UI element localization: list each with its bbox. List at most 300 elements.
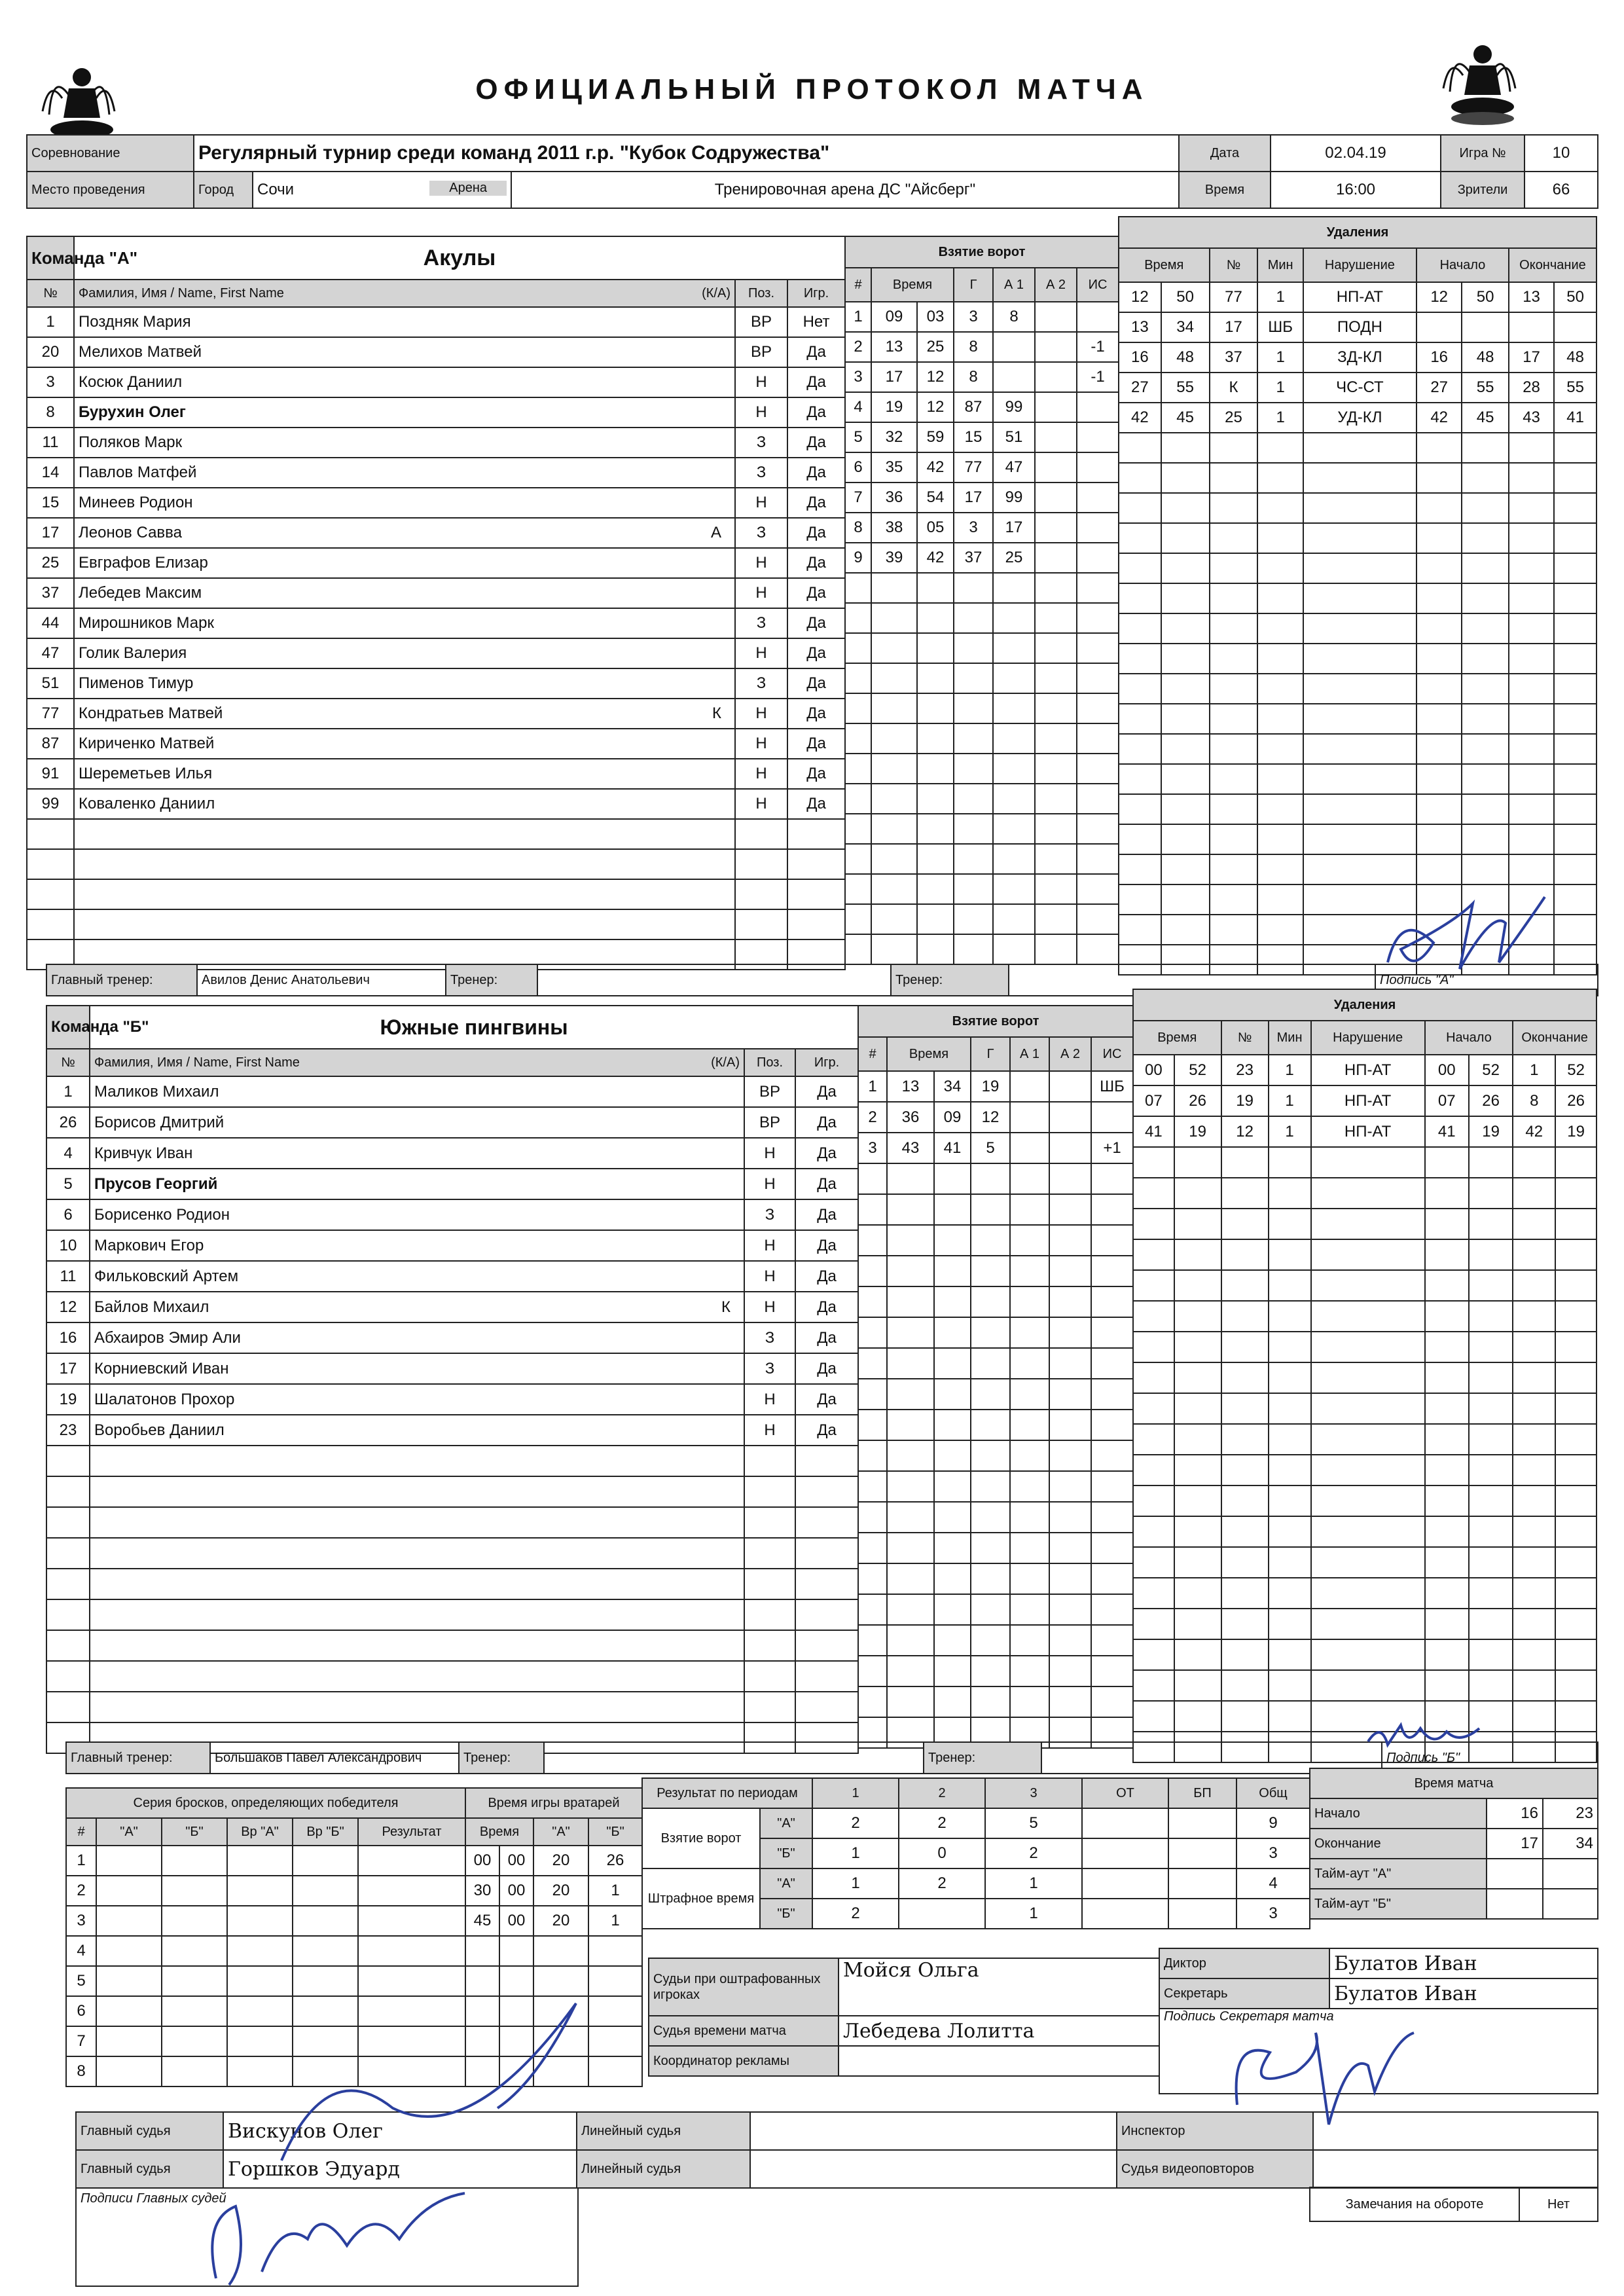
player-position: ВР <box>744 1076 795 1107</box>
penalty-player: 25 <box>1210 403 1258 433</box>
goal-assist-2 <box>1035 483 1077 513</box>
shootout-cell <box>162 1966 227 1996</box>
player-number: 17 <box>27 518 74 548</box>
goal-assist-1 <box>1010 1194 1049 1225</box>
penalty-second <box>1174 1670 1221 1701</box>
goal-situation <box>1077 422 1119 452</box>
goal-minute <box>887 1225 934 1256</box>
player-played: Да <box>787 397 845 428</box>
player-number <box>27 879 74 909</box>
player-played <box>795 1569 858 1599</box>
player-name-cell <box>74 458 735 488</box>
player-played: Да <box>795 1230 858 1261</box>
penalty-player <box>1221 1362 1269 1393</box>
penalty-minute: 13 <box>1119 312 1161 342</box>
penalty-end-minute: 42 <box>1513 1116 1555 1147</box>
player-position: ВР <box>735 307 787 337</box>
shootout-cell <box>162 1996 227 2026</box>
goals-a-p1: 2 <box>812 1808 899 1838</box>
goal-second <box>934 1379 971 1410</box>
goal-assist-1: 99 <box>993 483 1035 513</box>
penalty-second <box>1174 1178 1221 1209</box>
goal-number: 9 <box>845 543 871 573</box>
penalty-second <box>1174 1424 1221 1455</box>
penalty-start-second <box>1469 1424 1513 1455</box>
penalty-start-minute <box>1425 1332 1469 1362</box>
penalty-end-minute: 17 <box>1509 342 1554 373</box>
penalty-end-second <box>1555 1547 1597 1578</box>
player-position: ВР <box>744 1107 795 1138</box>
date-label: Дата <box>1179 135 1271 172</box>
penalty-end-second <box>1555 1609 1597 1639</box>
goal-scorer: 87 <box>954 392 993 422</box>
goal-scorer <box>971 1625 1010 1656</box>
penalty-start-second <box>1469 1670 1513 1701</box>
goal-situation: -1 <box>1077 362 1119 392</box>
penalty-start-second <box>1469 1547 1513 1578</box>
goal-assist-1 <box>1010 1163 1049 1194</box>
team-a-coach-label: Тренер: <box>446 964 537 996</box>
goalie-change-second <box>499 1936 533 1966</box>
player-number: 1 <box>27 307 74 337</box>
goal-assist-2 <box>1049 1133 1091 1163</box>
penalty-start-minute: 00 <box>1425 1055 1469 1085</box>
penalty-minute <box>1133 1670 1174 1701</box>
penalty-player <box>1210 854 1258 884</box>
penalty-start-minute <box>1425 1639 1469 1670</box>
goal-assist-2 <box>1035 754 1077 784</box>
player-name-cell <box>74 548 735 578</box>
penalty-minutes <box>1269 1578 1311 1609</box>
goal-second <box>934 1225 971 1256</box>
pim-b-p3: 1 <box>985 1899 1082 1929</box>
match-start-min: 23 <box>1543 1798 1598 1829</box>
goalie-a-number: 20 <box>533 1846 588 1876</box>
penalty-violation <box>1303 463 1416 493</box>
goal-assist-1 <box>1010 1533 1049 1563</box>
penalty-end-second: 19 <box>1555 1116 1597 1147</box>
player-name-cell <box>74 849 735 879</box>
penalty-end-second <box>1554 794 1597 824</box>
player-name-cell <box>74 909 735 939</box>
goal-assist-1 <box>993 693 1035 723</box>
penalty-start-minute <box>1416 433 1462 463</box>
player-name-cell <box>90 1199 744 1230</box>
penalty-minutes <box>1269 1239 1311 1270</box>
penalty-minute <box>1133 1455 1174 1485</box>
penalty-minute <box>1119 854 1161 884</box>
penalty-end-second <box>1554 312 1597 342</box>
period-ot-header: ОТ <box>1082 1778 1168 1808</box>
penalty-minutes <box>1269 1178 1311 1209</box>
penalty-start-second: 52 <box>1469 1055 1513 1085</box>
penalty-violation <box>1311 1516 1425 1547</box>
penalty-player <box>1210 884 1258 915</box>
penalty-end-minute <box>1513 1393 1555 1424</box>
team-b-coach2-label: Тренер: <box>924 1742 1041 1774</box>
linesman-1-label: Линейный судья <box>577 2112 750 2150</box>
goal-second <box>917 663 954 693</box>
player-number <box>27 819 74 849</box>
goalie-a-number: 20 <box>533 1906 588 1936</box>
player-name: Воробьев Даниил <box>94 1421 225 1439</box>
goal-minute <box>887 1502 934 1533</box>
penalty-start-minute <box>1416 794 1462 824</box>
goal-situation <box>1091 1286 1133 1317</box>
goalie-change-minute <box>465 1936 499 1966</box>
player-position: З <box>735 428 787 458</box>
penalty-player <box>1210 613 1258 644</box>
goal-assist-2 <box>1049 1440 1091 1471</box>
goal-scorer <box>954 814 993 844</box>
penalty-second <box>1174 1701 1221 1732</box>
goal-second <box>934 1471 971 1502</box>
penalty-end-minute: 43 <box>1509 403 1554 433</box>
penalty-end-minute <box>1513 1147 1555 1178</box>
player-played: Да <box>795 1138 858 1169</box>
goal-assist-1: 8 <box>993 302 1035 332</box>
penalty-minute <box>1133 1393 1174 1424</box>
goal-situation <box>1091 1440 1133 1471</box>
penalty-end-second <box>1555 1424 1597 1455</box>
team-a-pen-title: Удаления <box>1119 217 1597 248</box>
penalty-start-minute: 12 <box>1416 282 1462 312</box>
player-played: Да <box>787 729 845 759</box>
player-played: Да <box>787 337 845 367</box>
player-played <box>795 1661 858 1692</box>
penalty-minutes <box>1257 764 1303 794</box>
pim-a-total: 4 <box>1236 1868 1310 1899</box>
goal-scorer <box>971 1410 1010 1440</box>
player-name: Фильковский Артем <box>94 1267 239 1285</box>
penalty-minute <box>1119 824 1161 854</box>
goal-time-header: Время <box>871 268 954 302</box>
player-name: Коваленко Даниил <box>79 795 215 812</box>
penalty-end-minute <box>1513 1455 1555 1485</box>
goal-assist-2 <box>1049 1379 1091 1410</box>
penalty-minute <box>1119 463 1161 493</box>
player-number <box>27 909 74 939</box>
penalty-minute: 07 <box>1133 1085 1174 1116</box>
player-name-cell <box>90 1322 744 1353</box>
goal-second: 25 <box>917 332 954 362</box>
penalty-player <box>1221 1516 1269 1547</box>
pen-b-end-header: Окончание <box>1513 1021 1597 1055</box>
penalty-end-second: 26 <box>1555 1085 1597 1116</box>
goal-assist-2 <box>1035 784 1077 814</box>
goal-number <box>858 1686 887 1717</box>
player-name: Прусов Георгий <box>94 1175 218 1193</box>
goal-number <box>858 1410 887 1440</box>
goalie-a-col: "А" <box>533 1818 588 1846</box>
player-name-cell <box>74 729 735 759</box>
date-value: 02.04.19 <box>1271 135 1441 172</box>
penalty-violation: НП-АТ <box>1303 282 1416 312</box>
goal-number <box>858 1656 887 1686</box>
goal-minute <box>871 663 917 693</box>
penalty-start-minute <box>1425 1362 1469 1393</box>
penalty-start-second <box>1469 1455 1513 1485</box>
team-b-pen-title: Удаления <box>1133 989 1597 1021</box>
goal-number <box>845 904 871 934</box>
player-name-cell <box>90 1599 744 1630</box>
penalty-violation: ЧС-СТ <box>1303 373 1416 403</box>
shootout-cell <box>227 1936 293 1966</box>
penalty-start-minute <box>1416 523 1462 553</box>
inspector-label: Инспектор <box>1117 2112 1313 2150</box>
goal-number: 8 <box>845 513 871 543</box>
team-a-head-coach-label: Главный тренер: <box>46 964 197 996</box>
arena-value: Тренировочная арена ДС "Айсберг" <box>511 172 1179 208</box>
goal-assist-2 <box>1035 332 1077 362</box>
player-name: Кондратьев Матвей <box>79 704 223 722</box>
goal-assist-2 <box>1049 1071 1091 1102</box>
goal-minute <box>887 1563 934 1594</box>
goal-scorer <box>971 1686 1010 1717</box>
goal-situation <box>1091 1563 1133 1594</box>
goal-assist-1 <box>1010 1471 1049 1502</box>
goal-situation <box>1091 1625 1133 1656</box>
player-name-cell <box>74 397 735 428</box>
penalty-end-minute: 13 <box>1509 282 1554 312</box>
goal-situation <box>1077 483 1119 513</box>
penalty-start-minute <box>1416 674 1462 704</box>
goal-second <box>934 1317 971 1348</box>
player-number: 4 <box>46 1138 90 1169</box>
goal-b-a2-header: А 2 <box>1049 1037 1091 1071</box>
goals-b-p3: 2 <box>985 1838 1082 1868</box>
goal-second <box>917 934 954 964</box>
goal-number <box>858 1563 887 1594</box>
penalty-violation <box>1311 1362 1425 1393</box>
penalty-end-minute <box>1509 644 1554 674</box>
pim-a-p2: 2 <box>899 1868 985 1899</box>
goal-minute <box>887 1317 934 1348</box>
penalty-violation <box>1311 1301 1425 1332</box>
penalty-end-minute <box>1513 1609 1555 1639</box>
goal-number <box>858 1194 887 1225</box>
pen-min-header: Мин <box>1257 248 1303 282</box>
player-position <box>735 909 787 939</box>
goal-minute: 09 <box>871 302 917 332</box>
goal-assist-2 <box>1049 1686 1091 1717</box>
goal-assist-2 <box>1035 362 1077 392</box>
penalty-start-minute <box>1425 1670 1469 1701</box>
player-played <box>795 1692 858 1722</box>
secretary-signature-label: Подпись Секретаря матча <box>1159 2009 1598 2094</box>
player-position: Н <box>735 548 787 578</box>
penalty-second <box>1174 1578 1221 1609</box>
goal-second <box>917 754 954 784</box>
penalty-minute <box>1133 1547 1174 1578</box>
timeout-a-hour <box>1487 1859 1543 1889</box>
player-number: 44 <box>27 608 74 638</box>
penalty-start-minute <box>1425 1609 1469 1639</box>
goal-second: 42 <box>917 543 954 573</box>
penalty-player <box>1221 1455 1269 1485</box>
penalty-minutes <box>1269 1639 1311 1670</box>
goal-assist-1 <box>1010 1317 1049 1348</box>
referees-signature-label: Подписи Главных судей <box>81 2191 226 2206</box>
player-number: 3 <box>27 367 74 397</box>
video-judge <box>1313 2150 1598 2188</box>
penalty-end-minute <box>1513 1701 1555 1732</box>
penalty-end-second <box>1554 553 1597 583</box>
goal-assist-1 <box>993 603 1035 633</box>
penalty-minute <box>1119 644 1161 674</box>
player-position: З <box>735 668 787 699</box>
player-name-cell <box>90 1292 744 1322</box>
penalty-minute <box>1133 1639 1174 1670</box>
player-role: К <box>712 704 721 722</box>
player-played: Да <box>795 1261 858 1292</box>
goal-assist-1 <box>1010 1225 1049 1256</box>
penalty-player <box>1221 1209 1269 1239</box>
goal-minute <box>871 874 917 904</box>
goal-scorer <box>971 1194 1010 1225</box>
shootout-cell <box>293 1936 358 1966</box>
penalty-start-minute <box>1416 493 1462 523</box>
player-played: Да <box>787 608 845 638</box>
player-played: Да <box>787 699 845 729</box>
goal-assist-1 <box>993 904 1035 934</box>
penalty-second <box>1174 1362 1221 1393</box>
player-played: Да <box>795 1107 858 1138</box>
penalty-end-second <box>1554 734 1597 764</box>
shootout-cell <box>96 1846 162 1876</box>
penalty-violation <box>1303 794 1416 824</box>
penalty-minute: 16 <box>1119 342 1161 373</box>
penalty-start-second: 19 <box>1469 1116 1513 1147</box>
goal-scorer <box>971 1533 1010 1563</box>
player-position <box>744 1476 795 1507</box>
penalty-start-minute <box>1425 1485 1469 1516</box>
goal-number <box>858 1286 887 1317</box>
penalty-end-second <box>1554 463 1597 493</box>
roster-num-header: № <box>27 280 74 307</box>
shootout-cell <box>293 1876 358 1906</box>
penalty-player: 12 <box>1221 1116 1269 1147</box>
goal-number <box>858 1317 887 1348</box>
player-position: Н <box>735 488 787 518</box>
player-number <box>46 1692 90 1722</box>
goal-assist-2 <box>1049 1286 1091 1317</box>
goal-scorer: 3 <box>954 302 993 332</box>
penalty-player <box>1221 1578 1269 1609</box>
penalty-minute <box>1133 1424 1174 1455</box>
penalty-minutes: ШБ <box>1257 312 1303 342</box>
penalty-end-second <box>1555 1701 1597 1732</box>
goal-situation <box>1077 392 1119 422</box>
goal-number <box>858 1440 887 1471</box>
penalty-end-minute <box>1513 1332 1555 1362</box>
penalty-violation <box>1311 1639 1425 1670</box>
goalie-change-second: 00 <box>499 1906 533 1936</box>
penalty-start-second: 26 <box>1469 1085 1513 1116</box>
goal-scorer <box>954 603 993 633</box>
goal-assist-2 <box>1035 452 1077 483</box>
goal-minute: 32 <box>871 422 917 452</box>
goal-scorer: 19 <box>971 1071 1010 1102</box>
goal-assist-2 <box>1035 693 1077 723</box>
goal-assist-1 <box>993 663 1035 693</box>
roster-name-header <box>74 280 735 307</box>
goal-assist-1 <box>1010 1563 1049 1594</box>
penalty-end-second <box>1555 1147 1597 1178</box>
penalty-second: 55 <box>1161 373 1210 403</box>
penalty-start-minute <box>1425 1239 1469 1270</box>
player-position: З <box>744 1322 795 1353</box>
goal-minute <box>887 1194 934 1225</box>
penalty-start-minute <box>1425 1547 1469 1578</box>
goal-minute <box>887 1256 934 1286</box>
penalty-start-second: 50 <box>1462 282 1509 312</box>
player-number <box>46 1599 90 1630</box>
penalty-start-second: 45 <box>1462 403 1509 433</box>
penalty-player <box>1210 824 1258 854</box>
goal-minute: 36 <box>871 483 917 513</box>
penalty-end-minute <box>1513 1670 1555 1701</box>
player-name-cell <box>90 1692 744 1722</box>
remarks-value: Нет <box>1519 2187 1598 2221</box>
referee-2-label: Главный судья <box>76 2150 223 2188</box>
player-name-cell <box>90 1138 744 1169</box>
goal-number <box>858 1256 887 1286</box>
player-name-cell <box>74 337 735 367</box>
goal-minute <box>871 573 917 603</box>
penalty-end-second <box>1554 583 1597 613</box>
period-total-header: Общ <box>1236 1778 1310 1808</box>
signature-secretary <box>1218 2013 1440 2138</box>
city-text: Сочи <box>257 181 295 198</box>
roster-b-ka-header: (К/А) <box>711 1055 740 1070</box>
goal-number <box>845 663 871 693</box>
player-played: Да <box>795 1292 858 1322</box>
penalty-minute <box>1133 1178 1174 1209</box>
shootout-cell <box>162 1906 227 1936</box>
goal-minute: 36 <box>887 1102 934 1133</box>
player-number: 15 <box>27 488 74 518</box>
penalty-minutes <box>1257 463 1303 493</box>
goal-number: 5 <box>845 422 871 452</box>
penalty-minutes <box>1269 1547 1311 1578</box>
penalty-violation <box>1311 1178 1425 1209</box>
goalie-change-second: 00 <box>499 1876 533 1906</box>
goal-minute: 19 <box>871 392 917 422</box>
penalty-minute <box>1133 1301 1174 1332</box>
goal-scorer <box>971 1379 1010 1410</box>
player-name: Кривчук Иван <box>94 1144 193 1162</box>
goal-situation <box>1077 723 1119 754</box>
player-played <box>795 1599 858 1630</box>
player-number <box>46 1569 90 1599</box>
player-name: Косюк Даниил <box>79 373 183 391</box>
penalty-minute <box>1133 1485 1174 1516</box>
penalty-player <box>1210 734 1258 764</box>
player-position <box>744 1569 795 1599</box>
team-b-goals <box>857 1005 1134 1749</box>
goal-scorer <box>971 1594 1010 1625</box>
player-position <box>735 849 787 879</box>
penalty-start-minute <box>1425 1424 1469 1455</box>
goal-second <box>934 1656 971 1686</box>
player-number <box>27 849 74 879</box>
goal-assist-1 <box>993 784 1035 814</box>
player-name-cell <box>74 759 735 789</box>
player-name-cell <box>90 1353 744 1384</box>
player-name: Маркович Егор <box>94 1236 204 1254</box>
player-role: К <box>721 1298 731 1316</box>
